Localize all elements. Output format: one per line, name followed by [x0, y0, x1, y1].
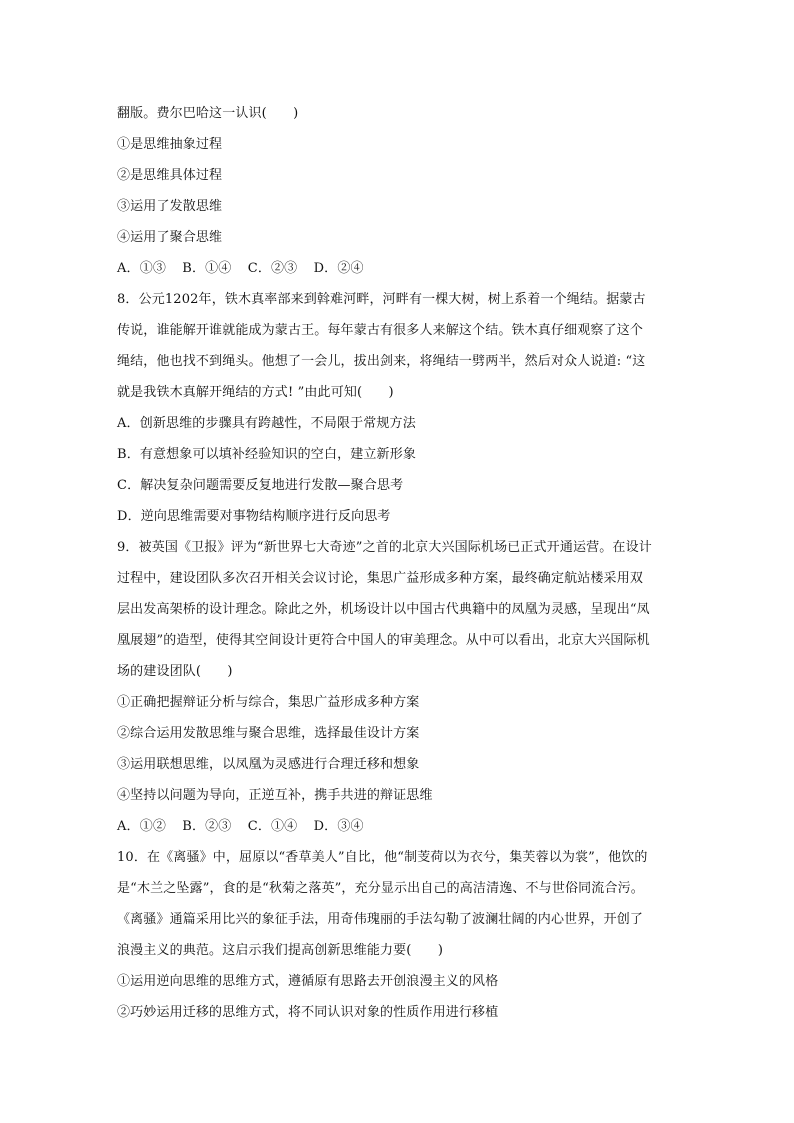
q7-stem-tail: 翻版。费尔巴哈这一认识( ) [117, 106, 299, 121]
q7-option-c: C．②③ [247, 261, 298, 276]
q7-item-2: ②是思维具体过程 [117, 168, 223, 183]
q9-item-3: ③运用联想思维，以凤凰为灵感进行合理迁移和想象 [117, 757, 420, 772]
q8-choice-a: A．创新思维的步骤具有跨越性，不局限于常规方法 [117, 416, 416, 431]
q7-options [117, 253, 677, 284]
q9-stem-line-1: 9．被英国《卫报》评为“新世界七大奇迹”之首的北京大兴国际机场已正式开通运营。在设计 [117, 540, 652, 555]
q7-item-3: ③运用了发散思维 [117, 199, 223, 214]
q7-option-b: B．①④ [182, 261, 232, 276]
q7-option-d: D．②④ [313, 261, 364, 276]
q10-item-1: ①运用逆向思维的思维方式，遵循原有思路去开创浪漫主义的风格 [117, 974, 499, 989]
page-content [117, 98, 677, 1028]
q7-option-a: A．①③ [117, 261, 166, 276]
q8-choice-b: B．有意想象可以填补经验知识的空白，建立新形象 [117, 447, 417, 462]
q8-stem-line-3: 绳结，他也找不到绳头。他想了一会儿，拔出剑来，将绳结一劈两半，然后对众人说道: “这 [117, 354, 646, 369]
q9-item-1: ①正确把握辩证分析与综合，集思广益形成多种方案 [117, 695, 420, 710]
q7-item-4: ④运用了聚合思维 [117, 230, 223, 245]
q7-item-1: ①是思维抽象过程 [117, 137, 223, 152]
q9-option-b: B．②③ [182, 819, 232, 834]
q9-stem-line-4: 凰展翅”的造型，使得其空间设计更符合中国人的审美理念。从中可以看出，北京大兴国际机 [117, 633, 650, 648]
q10-stem-line-1: 10．在《离骚》中，屈原以“香草美人”自比，他“制芰荷以为衣兮，集芙蓉以为裳”，他饮的 [117, 850, 648, 865]
q9-option-c: C．①④ [247, 819, 298, 834]
q9-stem-line-5: 场的建设团队( ) [117, 664, 233, 679]
q10-item-2: ②巧妙运用迁移的思维方式，将不同认识对象的性质作用进行移植 [117, 1005, 499, 1020]
q9-item-4: ④坚持以问题为导向，正逆互补，携手共进的辩证思维 [117, 788, 433, 803]
q10-stem-line-3: 《离骚》通篇采用比兴的象征手法，用奇伟瑰丽的手法勾勒了波澜壮阔的内心世界，开创了 [117, 912, 644, 927]
q9-option-d: D．③④ [313, 819, 364, 834]
q10-stem-line-4: 浪漫主义的典范。这启示我们提高创新思维能力要( ) [117, 943, 444, 958]
q9-options [117, 811, 677, 842]
q8-stem-line-4: 就是我铁木真解开绳结的方式! ”由此可知( ) [117, 385, 394, 400]
q9-stem-line-3: 层出发高架桥的设计理念。除此之外，机场设计以中国古代典籍中的凤凰为灵感，呈现出“凤 [117, 602, 650, 617]
q10-stem-line-2: 是“木兰之坠露”，食的是“秋菊之落英”，充分显示出自己的高洁清逸、不与世俗同流合污。 [117, 881, 644, 896]
q9-item-2: ②综合运用发散思维与聚合思维，选择最佳设计方案 [117, 726, 420, 741]
q8-stem-line-2: 传说，谁能解开谁就能成为蒙古王。每年蒙古有很多人来解这个结。铁木真仔细观察了这个 [117, 323, 644, 338]
q8-stem-line-1: 8．公元1202年，铁木真率部来到斡难河畔，河畔有一棵大树，树上系着一个绳结。据蒙古 [117, 292, 646, 307]
q9-option-a: A．①② [117, 819, 166, 834]
q8-choice-c: C．解决复杂问题需要反复地进行发散—聚合思考 [117, 478, 404, 493]
q9-stem-line-2: 过程中，建设团队多次召开相关会议讨论，集思广益形成多种方案，最终确定航站楼采用双 [117, 571, 644, 586]
q8-choice-d: D．逆向思维需要对事物结构顺序进行反向思考 [117, 509, 391, 524]
